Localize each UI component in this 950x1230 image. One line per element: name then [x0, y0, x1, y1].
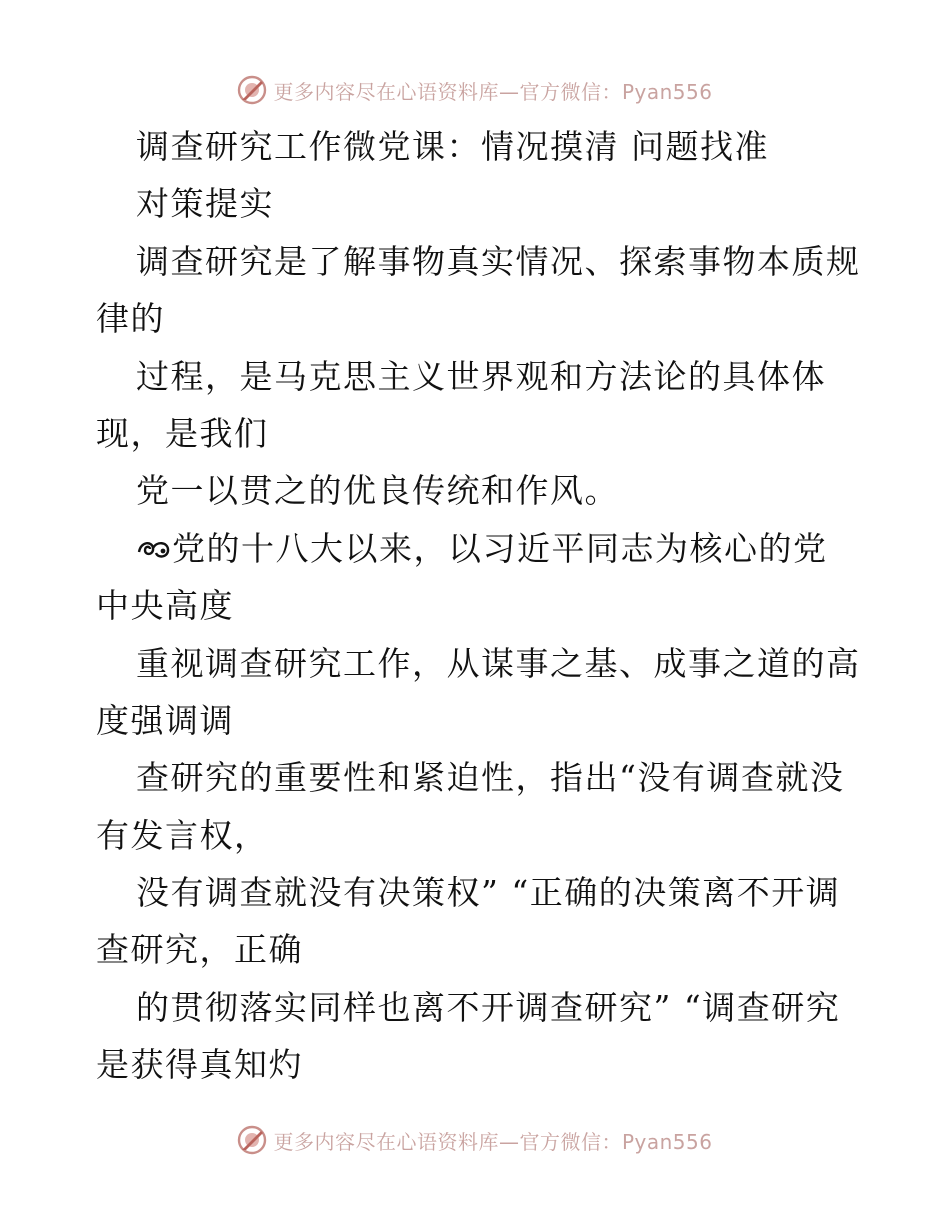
text-line: 党一以贯之的优良传统和作风。 [136, 471, 619, 511]
title-line-1: 调查研究工作微党课：情况摸清 问题找准 [136, 127, 769, 166]
text-line: 重视调查研究工作，从谋事之基、成事之道的高 [136, 643, 861, 683]
text-line: 有发言权， [96, 815, 269, 855]
text-line-with-ornament [96, 520, 856, 577]
text-line: 的贯彻落实同样也离不开调查研究” “调查研究 [136, 987, 841, 1027]
text-line: 度强调调 [96, 700, 234, 740]
text-line: 查研究，正确 [96, 930, 303, 970]
header-watermark-banner [0, 70, 950, 110]
text-line: 是获得真知灼 [96, 1045, 303, 1085]
text-line-content: 党的十八大以来，以习近平同志为核心的党 [172, 528, 828, 568]
text-line: 现，是我们 [96, 413, 269, 453]
footer-watermark-banner [0, 1120, 950, 1160]
text-line: 查研究的重要性和紧迫性，指出“没有调查就没 [136, 758, 845, 798]
quill-logo-icon [237, 1125, 267, 1155]
text-line: 律的 [96, 299, 165, 339]
document-body [96, 118, 861, 1094]
text-line: 调查研究是了解事物真实情况、探索事物本质规 [136, 241, 861, 281]
text-line: 中央高度 [96, 586, 234, 626]
header-watermark-text: 更多内容尽在心语资料库—官方微信：Pyan556 [273, 79, 713, 104]
text-line: 过程，是马克思主义世界观和方法论的具体体 [136, 356, 826, 396]
text-line: 没有调查就没有决策权” “正确的决策离不开调 [136, 873, 841, 913]
swirl-ornament-icon [136, 534, 172, 564]
footer-watermark-text: 更多内容尽在心语资料库—官方微信：Pyan556 [273, 1129, 713, 1154]
quill-logo-icon [237, 75, 267, 105]
title-line-2: 对策提实 [136, 184, 274, 224]
